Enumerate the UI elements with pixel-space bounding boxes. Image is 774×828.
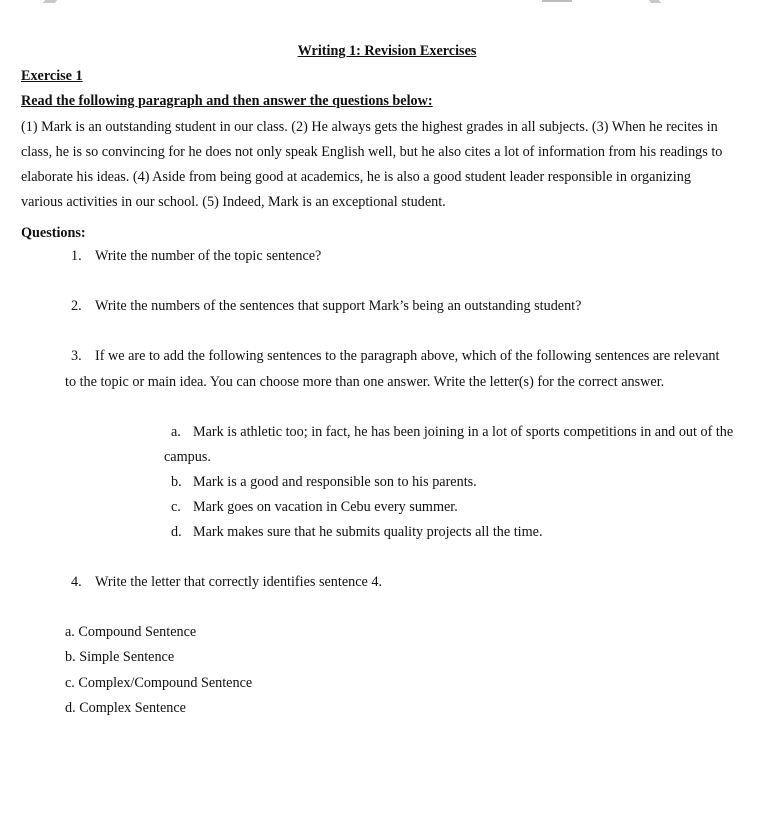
question-number: 2.: [71, 298, 82, 314]
choice-item: a. Compound Sentence: [65, 624, 197, 640]
option-letter: d.: [171, 524, 182, 540]
scan-artifact-middle: [542, 0, 572, 2]
option-a-continued: campus.: [164, 449, 211, 465]
page-title: Writing 1: Revision Exercises: [297, 43, 477, 59]
exercise-heading: Exercise 1: [21, 68, 83, 84]
option-b: [171, 473, 477, 491]
instruction-heading: Read the following paragraph and then answer the questions below:: [21, 93, 433, 109]
option-d: [171, 523, 543, 541]
option-letter: b.: [171, 474, 182, 490]
option-c: [171, 498, 458, 516]
paragraph-line: (1) Mark is an outstanding student in our class. (2) He always gets the highest grades in all subjects. (3) When he recites in: [21, 119, 718, 135]
question-4: [71, 573, 382, 591]
question-text: Write the numbers of the sentences that support Mark’s being an outstanding student?: [95, 298, 582, 314]
question-text: Write the number of the topic sentence?: [95, 248, 322, 264]
option-text: Mark is a good and responsible son to his parents.: [193, 474, 477, 490]
question-text: If we are to add the following sentences to the paragraph above, which of the following sentences are relevant: [95, 348, 720, 364]
scan-artifact-left: [43, 0, 57, 3]
question-2: [71, 297, 581, 315]
option-a: [171, 423, 733, 441]
question-3-continued: to the topic or main idea. You can choose more than one answer. Write the letter(s) for the correct answer.: [65, 374, 665, 390]
choice-item: b. Simple Sentence: [65, 649, 175, 665]
questions-heading: Questions:: [21, 225, 86, 241]
scan-artifact-right: [649, 0, 661, 3]
paragraph-line: various activities in our school. (5) Indeed, Mark is an exceptional student.: [21, 194, 446, 210]
option-letter: a.: [171, 424, 181, 440]
paragraph-line: elaborate his ideas. (4) Aside from being good at academics, he is also a good student leader responsible in organizing: [21, 169, 691, 185]
question-number: 1.: [71, 248, 82, 264]
option-text: Mark goes on vacation in Cebu every summer.: [193, 499, 458, 515]
question-number: 4.: [71, 574, 82, 590]
option-text: Mark is athletic too; in fact, he has been joining in a lot of sports competitions in and out of the: [193, 424, 734, 440]
question-1: [71, 247, 321, 265]
option-letter: c.: [171, 499, 181, 515]
choice-item: d. Complex Sentence: [65, 700, 186, 716]
choice-item: c. Complex/Compound Sentence: [65, 675, 253, 691]
question-number: 3.: [71, 348, 82, 364]
question-3: [71, 347, 719, 365]
question-text: Write the letter that correctly identifies sentence 4.: [95, 574, 382, 590]
option-text: Mark makes sure that he submits quality projects all the time.: [193, 524, 543, 540]
paragraph-line: class, he is so convincing for he does not only speak English well, but he also cites a lot of information from his readings to: [21, 144, 723, 160]
